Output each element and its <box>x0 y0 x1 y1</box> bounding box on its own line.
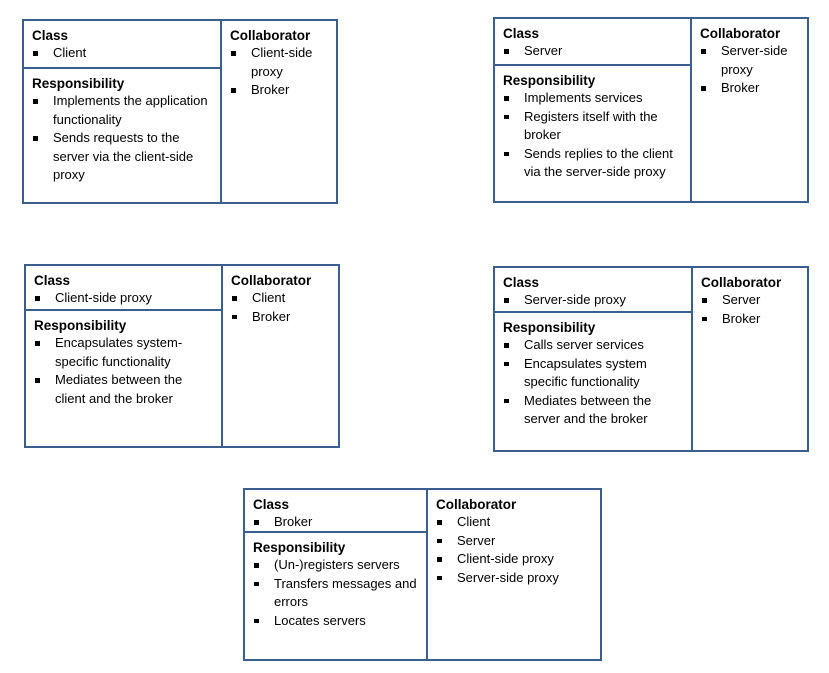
responsibility-list <box>34 334 215 408</box>
crc-card-broker <box>243 488 602 661</box>
responsibility-list <box>503 336 685 429</box>
collaborator-section <box>428 490 600 659</box>
class-list <box>503 42 682 61</box>
collaborator-item: Client-side proxy <box>436 550 596 569</box>
collaborator-item: Server <box>701 291 803 310</box>
class-list <box>34 289 213 308</box>
responsibility-header: Responsibility <box>34 318 127 333</box>
responsibility-item: Implements the application functionality <box>32 92 214 129</box>
card-left-column <box>24 21 222 202</box>
responsibility-item: Mediates between the server and the broker <box>503 392 685 429</box>
collaborator-item: Broker <box>701 310 803 329</box>
class-header: Class <box>34 273 71 288</box>
collaborator-item: Server <box>436 532 596 551</box>
collaborator-item: Server-side proxy <box>700 42 803 79</box>
collaborator-list <box>231 289 334 326</box>
crc-card-client-side-proxy <box>24 264 340 448</box>
class-name: Server-side proxy <box>503 291 683 310</box>
collaborator-section <box>692 19 807 201</box>
class-header: Class <box>253 497 290 512</box>
class-section <box>495 19 690 66</box>
class-section <box>26 266 221 311</box>
class-header: Class <box>503 26 540 41</box>
collaborator-section <box>693 268 807 450</box>
responsibility-list <box>253 556 420 630</box>
crc-card-client <box>22 19 338 204</box>
card-left-column <box>245 490 428 659</box>
card-left-column <box>495 19 692 201</box>
responsibility-header: Responsibility <box>503 73 596 88</box>
responsibility-section <box>495 313 691 450</box>
collaborator-header: Collaborator <box>701 275 782 290</box>
collaborator-list <box>230 44 332 100</box>
class-header: Class <box>503 275 540 290</box>
class-list <box>32 44 212 63</box>
collaborator-item: Client-side proxy <box>230 44 332 81</box>
responsibility-section <box>245 533 426 659</box>
card-left-column <box>26 266 223 446</box>
class-section <box>495 268 691 313</box>
responsibility-item: Transfers messages and errors <box>253 575 420 612</box>
crc-card-server-side-proxy <box>493 266 809 452</box>
responsibility-item: Mediates between the client and the broker <box>34 371 215 408</box>
responsibility-list <box>32 92 214 185</box>
responsibility-section <box>24 69 220 202</box>
responsibility-item: (Un-)registers servers <box>253 556 420 575</box>
collaborator-section <box>222 21 336 202</box>
class-name: Broker <box>253 513 418 532</box>
class-name: Client <box>32 44 212 63</box>
class-section <box>24 21 220 69</box>
collaborator-header: Collaborator <box>436 497 517 512</box>
collaborator-item: Broker <box>231 308 334 327</box>
crc-card-server <box>493 17 809 203</box>
responsibility-item: Encapsulates system-specific functionality <box>34 334 215 371</box>
responsibility-list <box>503 89 684 182</box>
collaborator-header: Collaborator <box>700 26 781 41</box>
responsibility-item: Registers itself with the broker <box>503 108 684 145</box>
collaborator-item: Client <box>436 513 596 532</box>
collaborator-list <box>436 513 596 587</box>
responsibility-section <box>495 66 690 201</box>
responsibility-item: Sends requests to the server via the client-side proxy <box>32 129 214 185</box>
class-list <box>503 291 683 310</box>
collaborator-list <box>701 291 803 328</box>
responsibility-header: Responsibility <box>253 540 346 555</box>
responsibility-item: Locates servers <box>253 612 420 631</box>
responsibility-item: Implements services <box>503 89 684 108</box>
collaborator-header: Collaborator <box>231 273 312 288</box>
collaborator-list <box>700 42 803 98</box>
responsibility-section <box>26 311 221 446</box>
responsibility-header: Responsibility <box>503 320 596 335</box>
card-left-column <box>495 268 693 450</box>
collaborator-section <box>223 266 338 446</box>
responsibility-item: Encapsulates system specific functionality <box>503 355 685 392</box>
class-name: Server <box>503 42 682 61</box>
class-section <box>245 490 426 533</box>
collaborator-header: Collaborator <box>230 28 311 43</box>
responsibility-item: Calls server services <box>503 336 685 355</box>
class-name: Client-side proxy <box>34 289 213 308</box>
responsibility-item: Sends replies to the client via the server-side proxy <box>503 145 684 182</box>
class-header: Class <box>32 28 69 43</box>
responsibility-header: Responsibility <box>32 76 125 91</box>
collaborator-item: Server-side proxy <box>436 569 596 588</box>
collaborator-item: Client <box>231 289 334 308</box>
class-list <box>253 513 418 532</box>
collaborator-item: Broker <box>230 81 332 100</box>
collaborator-item: Broker <box>700 79 803 98</box>
